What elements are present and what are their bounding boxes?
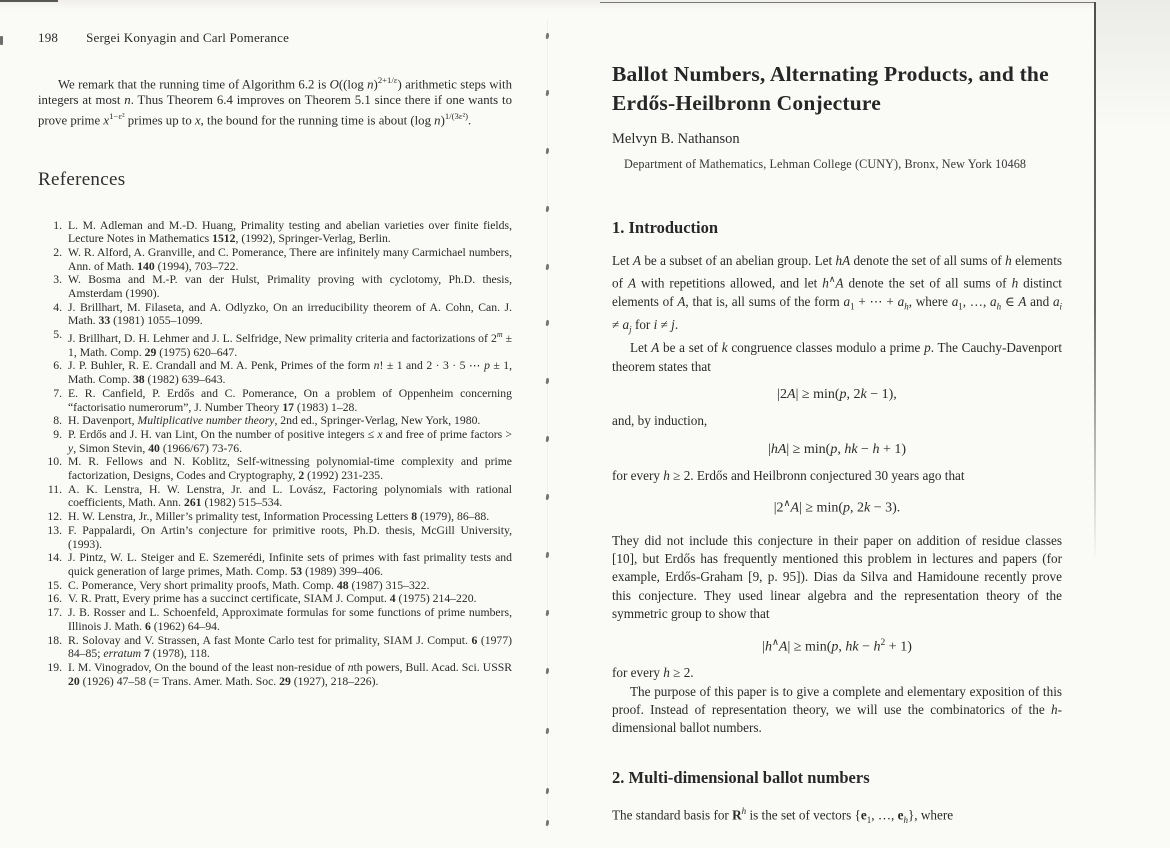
equation-dias-da-silva-hamidoune: |h∧A| ≥ min(p, hk − $h^2 + 1$)	[762, 637, 912, 655]
reference-item: 9. P. Erdős and J. H. van Lint, On the number of positive integers ≤ x and free of prime factors > y, Simon Stevin, 40 (1966/67) 73-76.	[38, 428, 512, 455]
reference-item: 10. M. R. Fellows and N. Koblitz, Self-witnessing polynomial-time complexity and prime factorization, Designs, Codes and Cryptography, 2 (1992) 231-235.	[38, 455, 512, 482]
paper-affiliation: Department of Mathematics, Lehman College (CUNY), Bronx, New York 10468	[624, 157, 1027, 171]
reference-item: 14. J. Pintz, W. L. Steiger and E. Szemerédi, Infinite sets of primes with fast primality tests and quick generation of large primes, Math. Comp. 53 (1989) 399–406.	[38, 551, 512, 578]
binding-gutter	[547, 20, 548, 830]
equation-erdos-heilbronn-conjecture: |2∧A| ≥ min(p, 2k − 3).	[773, 498, 901, 516]
reference-number: 14.	[47, 551, 62, 565]
reference-number: 18.	[47, 633, 62, 647]
paper-title: Ballot Numbers, Alternating Products, and the Erdős-Heilbronn Conjecture	[612, 62, 1049, 115]
reference-number: 15.	[47, 578, 62, 592]
section-1-heading: 1. Introduction	[612, 218, 719, 237]
binding-mark	[546, 148, 550, 154]
reference-item: 16. V. R. Pratt, Every prime has a succinct certificate, SIAM J. Comput. 4 (1975) 214–220.	[38, 592, 512, 606]
intro-paragraph-1: Let A be a subset of an abelian group. Let hA denote the set of all sums of h elements of A with repetitions allowed, and let h∧A denote the set of all sums of h distinct elements of A, that is, all sums of the form $a_1$ + ⋯ + $a_h$, where $a_1$, …, $a_h$ ∈ A and $a_i \ne a_j$ for i ≠ j.	[612, 253, 1063, 335]
binding-mark	[546, 33, 550, 39]
scan-corner-shade	[1096, 0, 1170, 130]
reference-number: 10.	[47, 455, 62, 469]
reference-number: 17.	[47, 606, 62, 620]
binding-mark	[546, 728, 550, 734]
reference-number: 9.	[53, 427, 62, 441]
page-number: 198	[38, 30, 59, 45]
binding-mark	[546, 264, 550, 270]
binding-mark	[546, 494, 550, 500]
reference-number: 4.	[53, 300, 62, 314]
equation-cauchy-davenport: |2A| ≥ min(p, 2k − 1),	[777, 387, 897, 403]
left-page	[38, 30, 512, 688]
binding-mark	[546, 552, 550, 558]
scan-edge-top-left	[0, 0, 58, 2]
binding-mark	[546, 90, 550, 96]
equation-hA-bound: |hA| ≥ min(p, hk − h + 1)	[768, 441, 906, 457]
reference-number: 16.	[47, 592, 62, 606]
reference-number: 8.	[53, 414, 62, 428]
reference-item: 7. E. R. Canfield, P. Erdős and C. Pomerance, On a problem of Oppenheim concerning “factorisatio numerorum”, J. Number Theory 17 (1983) 1–28.	[38, 387, 512, 414]
binding-mark	[546, 610, 550, 616]
reference-number: 2.	[53, 245, 62, 259]
scan-edge-top-right	[600, 2, 1095, 3]
reference-item: 15. C. Pomerance, Very short primality proofs, Math. Comp. 48 (1987) 315–322.	[38, 579, 512, 593]
standard-basis-line: The standard basis for $R^h$ is the set of vectors {$e_1$, …, $e_h$}, where	[612, 805, 954, 825]
references-list	[38, 219, 512, 689]
intro-paragraph-2: Let A be a set of k congruence classes modulo a prime p. The Cauchy-Davenport theorem states that	[612, 340, 1062, 374]
references-heading: References	[38, 168, 126, 190]
reference-number: 5.	[53, 328, 62, 342]
reference-item: 11. A. K. Lenstra, H. W. Lenstra, Jr. and L. Lovász, Factoring polynomials with rational coefficients, Math. Ann. 261 (1982) 515–534.	[38, 483, 512, 510]
binding-mark	[546, 436, 550, 442]
running-header	[38, 30, 512, 46]
scan-edge-left-mark	[0, 36, 3, 45]
for-every-h-line: for every h ≥ 2.	[612, 665, 694, 681]
reference-item: 12. H. W. Lenstra, Jr., Miller’s primality test, Information Processing Letters 8 (1979), 86–88.	[38, 510, 512, 524]
reference-item: 18. R. Solovay and V. Strassen, A fast Monte Carlo test for primality, SIAM J. Comput. 6 (1977) 84–85; erratum 7 (1978), 118.	[38, 634, 512, 661]
binding-mark	[546, 820, 550, 826]
binding-mark	[546, 668, 550, 674]
reference-number: 3.	[53, 273, 62, 287]
binding-mark	[546, 206, 550, 212]
conjecture-lead: for every h ≥ 2. Erdős and Heilbronn conjectured 30 years ago that	[612, 467, 965, 483]
reference-item: 4. J. Brillhart, M. Filaseta, and A. Odlyzko, On an irreducibility theorem of A. Cohn, Can. J. Math. 33 (1981) 1055–1099.	[38, 301, 512, 328]
discussion-paragraph: They did not include this conjecture in their paper on addition of residue classes [10], but Erdős has frequently mentioned this problem in lectures and papers (for example, Erdős-Graham [9, p. 95]). Dias da Silva and Hamidoune recently prove this conjecture. They used linear algebra and the representation theory of the symmetric group to show that	[612, 532, 1062, 622]
reference-number: 6.	[53, 359, 62, 373]
reference-item: 8. H. Davenport, Multiplicative number theory, 2nd ed., Springer-Verlag, New York, 1980.	[38, 414, 512, 428]
reference-number: 1.	[53, 218, 62, 232]
reference-item: 5. J. Brillhart, D. H. Lehmer and J. L. Selfridge, New primality criteria and factorizations of $2^m \pm 1$, Math. Comp. 29 (1975) 620–647.	[38, 328, 512, 359]
reference-item: 3. W. Bosma and M.-P. van der Hulst, Primality proving with cyclotomy, Ph.D. thesis, Amsterdam (1990).	[38, 273, 512, 300]
paper-author: Melvyn B. Nathanson	[612, 131, 740, 147]
reference-item: 19. I. M. Vinogradov, On the bound of the least non-residue of nth powers, Bull. Acad. Sci. USSR 20 (1926) 47–58 (= Trans. Amer. Math. Soc. 29 (1927), 218–226).	[38, 661, 512, 688]
reference-number: 7.	[53, 386, 62, 400]
reference-number: 11.	[47, 482, 62, 496]
reference-item: 2. W. R. Alford, A. Granville, and C. Pomerance, There are infinitely many Carmichael numbers, Ann. of Math. 140 (1994), 703–722.	[38, 246, 512, 273]
reference-item: 13. F. Pappalardi, On Artin’s conjecture for primitive roots, Ph.D. thesis, McGill University, (1993).	[38, 524, 512, 551]
binding-mark	[546, 788, 550, 794]
reference-item: 1. L. M. Adleman and M.-D. Huang, Primality testing and abelian varieties over finite fields, Lecture Notes in Mathematics 1512, (1992), Springer-Verlag, Berlin.	[38, 219, 512, 246]
induction-lead: and, by induction,	[612, 413, 708, 429]
reference-item: 6. J. P. Buhler, R. E. Crandall and M. A. Penk, Primes of the form n! ± 1 and 2 · 3 · 5 ⋯ p ± 1, Math. Comp. 38 (1982) 639–643.	[38, 359, 512, 386]
purpose-paragraph: The purpose of this paper is to give a complete and elementary exposition of this proof. Instead of representation theory, we will use the combinatorics of the h-dimensional ballot numbers.	[612, 683, 1062, 736]
reference-number: 13.	[47, 523, 62, 537]
binding-mark	[546, 320, 550, 326]
right-page	[612, 60, 1062, 829]
section-2-heading: 2. Multi-dimensional ballot numbers	[612, 767, 870, 787]
reference-number: 12.	[47, 510, 62, 524]
reference-number: 19.	[47, 660, 62, 674]
running-head: Sergei Konyagin and Carl Pomerance	[86, 30, 290, 45]
remark-paragraph: We remark that the running time of Algorithm 6.2 is O((log n)$^{2+1/\varepsilon}$) arithmetic steps with integers at most n. Thus Theorem 6.4 improves on Theorem 5.1 since there if one wants to prove prime $x^{1-\varepsilon^2}$ primes up to x, the bound for the running time is about (log n)$^{1/(3\varepsilon^2)}$.	[38, 75, 513, 128]
binding-mark	[546, 378, 550, 384]
reference-item: 17. J. B. Rosser and L. Schoenfeld, Approximate formulas for some functions of prime numbers, Illinois J. Math. 6 (1962) 64–94.	[38, 606, 512, 633]
